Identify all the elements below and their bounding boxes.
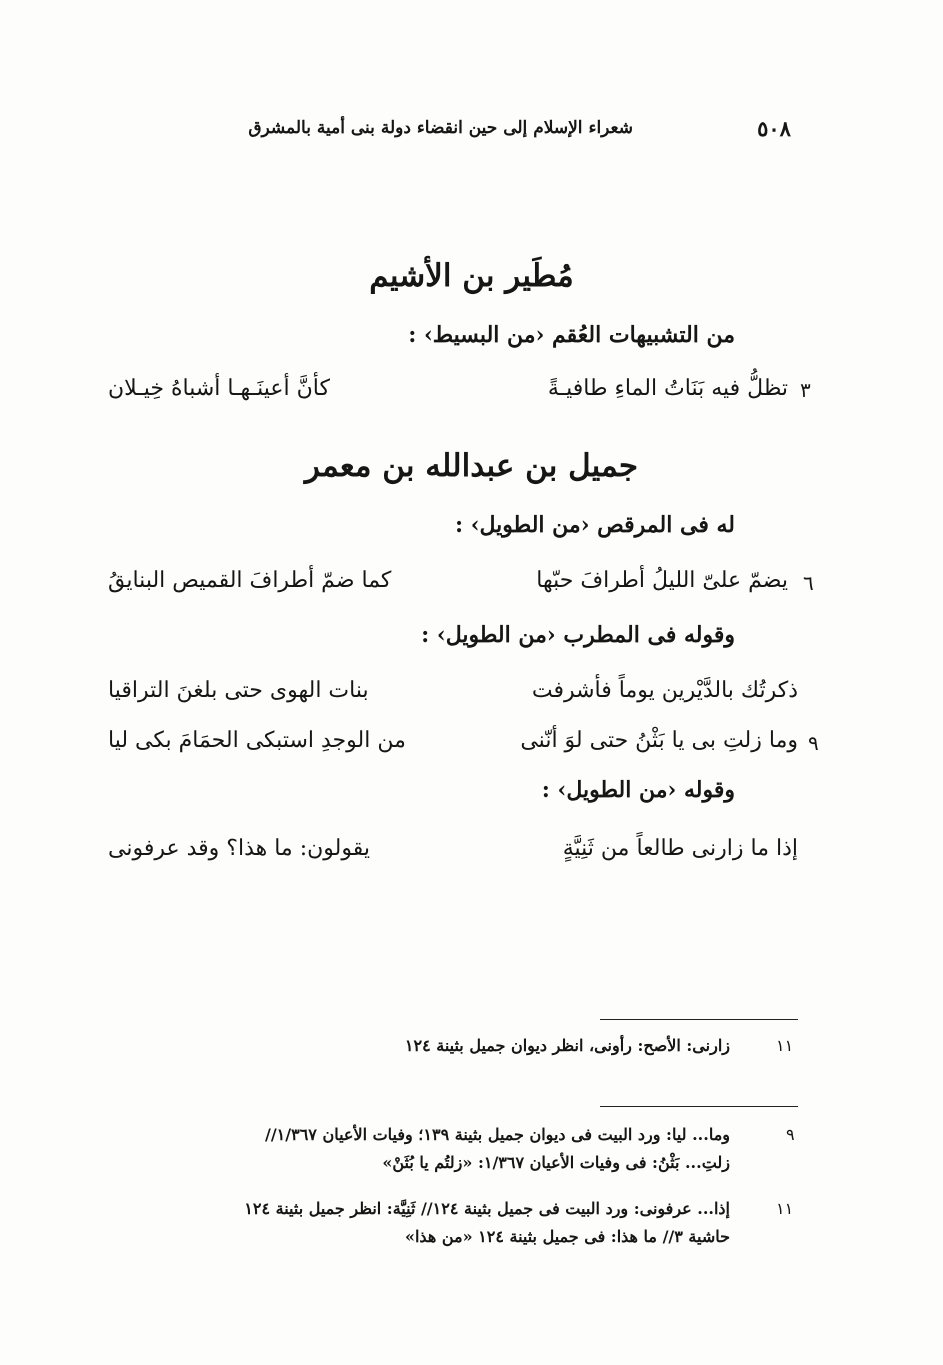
verse-first-hemistich: ذكرتُك بالدَّيْرين يوماً فأشرفت — [531, 678, 798, 703]
verse-second-hemistich: من الوجدِ استبكى الحمَامَ بكى ليا — [108, 728, 406, 753]
verse-first-hemistich: تظلُّ فيه بَنَاتُ الماءِ طافيـةً — [547, 376, 788, 401]
verse-first-hemistich: إذا ما زارنى طالعاً من ثَنِيَّةٍ — [562, 836, 798, 861]
page-number: ٥٠٨ — [757, 116, 791, 141]
footnote-text: زلتِ... بَثْنُ: فى وفيات الأعيان ١/٣٦٧: «زلتُم يا بُثَنْ» — [382, 1153, 730, 1172]
footnote-text: زارنى: الأصح: رأونى، انظر ديوان جميل بثينة ١٢٤ — [404, 1036, 730, 1055]
verse-number: ٣ — [800, 378, 811, 402]
verse-number: ٦ — [803, 571, 814, 595]
intro-line: له فى المرقص ‹من الطويل› : — [454, 512, 735, 538]
running-title: شعراء الإسلام إلى حين انقضاء دولة بنى أمية بالمشرق — [248, 118, 633, 138]
verse-first-hemistich: وما زلتِ بى يا بَثْنُ حتى لوَ أنّنى — [520, 728, 798, 753]
poet-name-2: جميل بن عبدالله بن معمر — [304, 448, 639, 484]
footnote-number: ٩ — [786, 1125, 795, 1144]
intro-line: وقوله فى المطرب ‹من الطويل› : — [421, 622, 735, 648]
poet-name-1: مُطَير بن الأشيم — [369, 258, 574, 294]
footnote-number: ١١ — [776, 1199, 794, 1218]
verse-second-hemistich: يقولون: ما هذا؟ وقد عرفونى — [108, 836, 370, 861]
footnote-text: إذا... عرفونى: ورد البيت فى جميل بثينة ١٢٤// ثَنِيَّة: انظر جميل بثينة ١٢٤ — [244, 1199, 730, 1218]
intro-line: وقوله ‹من الطويل› : — [541, 777, 735, 803]
verse-second-hemistich: بنات الهوى حتى بلغنَ التراقيا — [108, 678, 369, 703]
verse-second-hemistich: كأنَّ أعينَـهـا أشباهُ خِيـلان — [108, 376, 330, 401]
intro-line: من التشبيهات العُقم ‹من البسيط› : — [408, 322, 735, 348]
verse-number: ٩ — [808, 731, 819, 755]
verse-first-hemistich: يضمّ علىّ الليلُ أطرافَ حبّها — [536, 568, 788, 593]
footnote-rule — [600, 1019, 798, 1020]
footnote-text: حاشية ٣// ما هذا: فى جميل بثينة ١٢٤ «من هذا» — [404, 1227, 730, 1246]
verse-second-hemistich: كما ضمّ أطرافَ القميص البنايقُ — [108, 568, 392, 593]
footnote-text: وما... ليا: ورد البيت فى ديوان جميل بثينة ١٣٩؛ وفيات الأعيان ١/٣٦٧// — [264, 1125, 730, 1144]
footnote-rule — [600, 1106, 798, 1107]
footnote-number: ١١ — [776, 1036, 794, 1055]
